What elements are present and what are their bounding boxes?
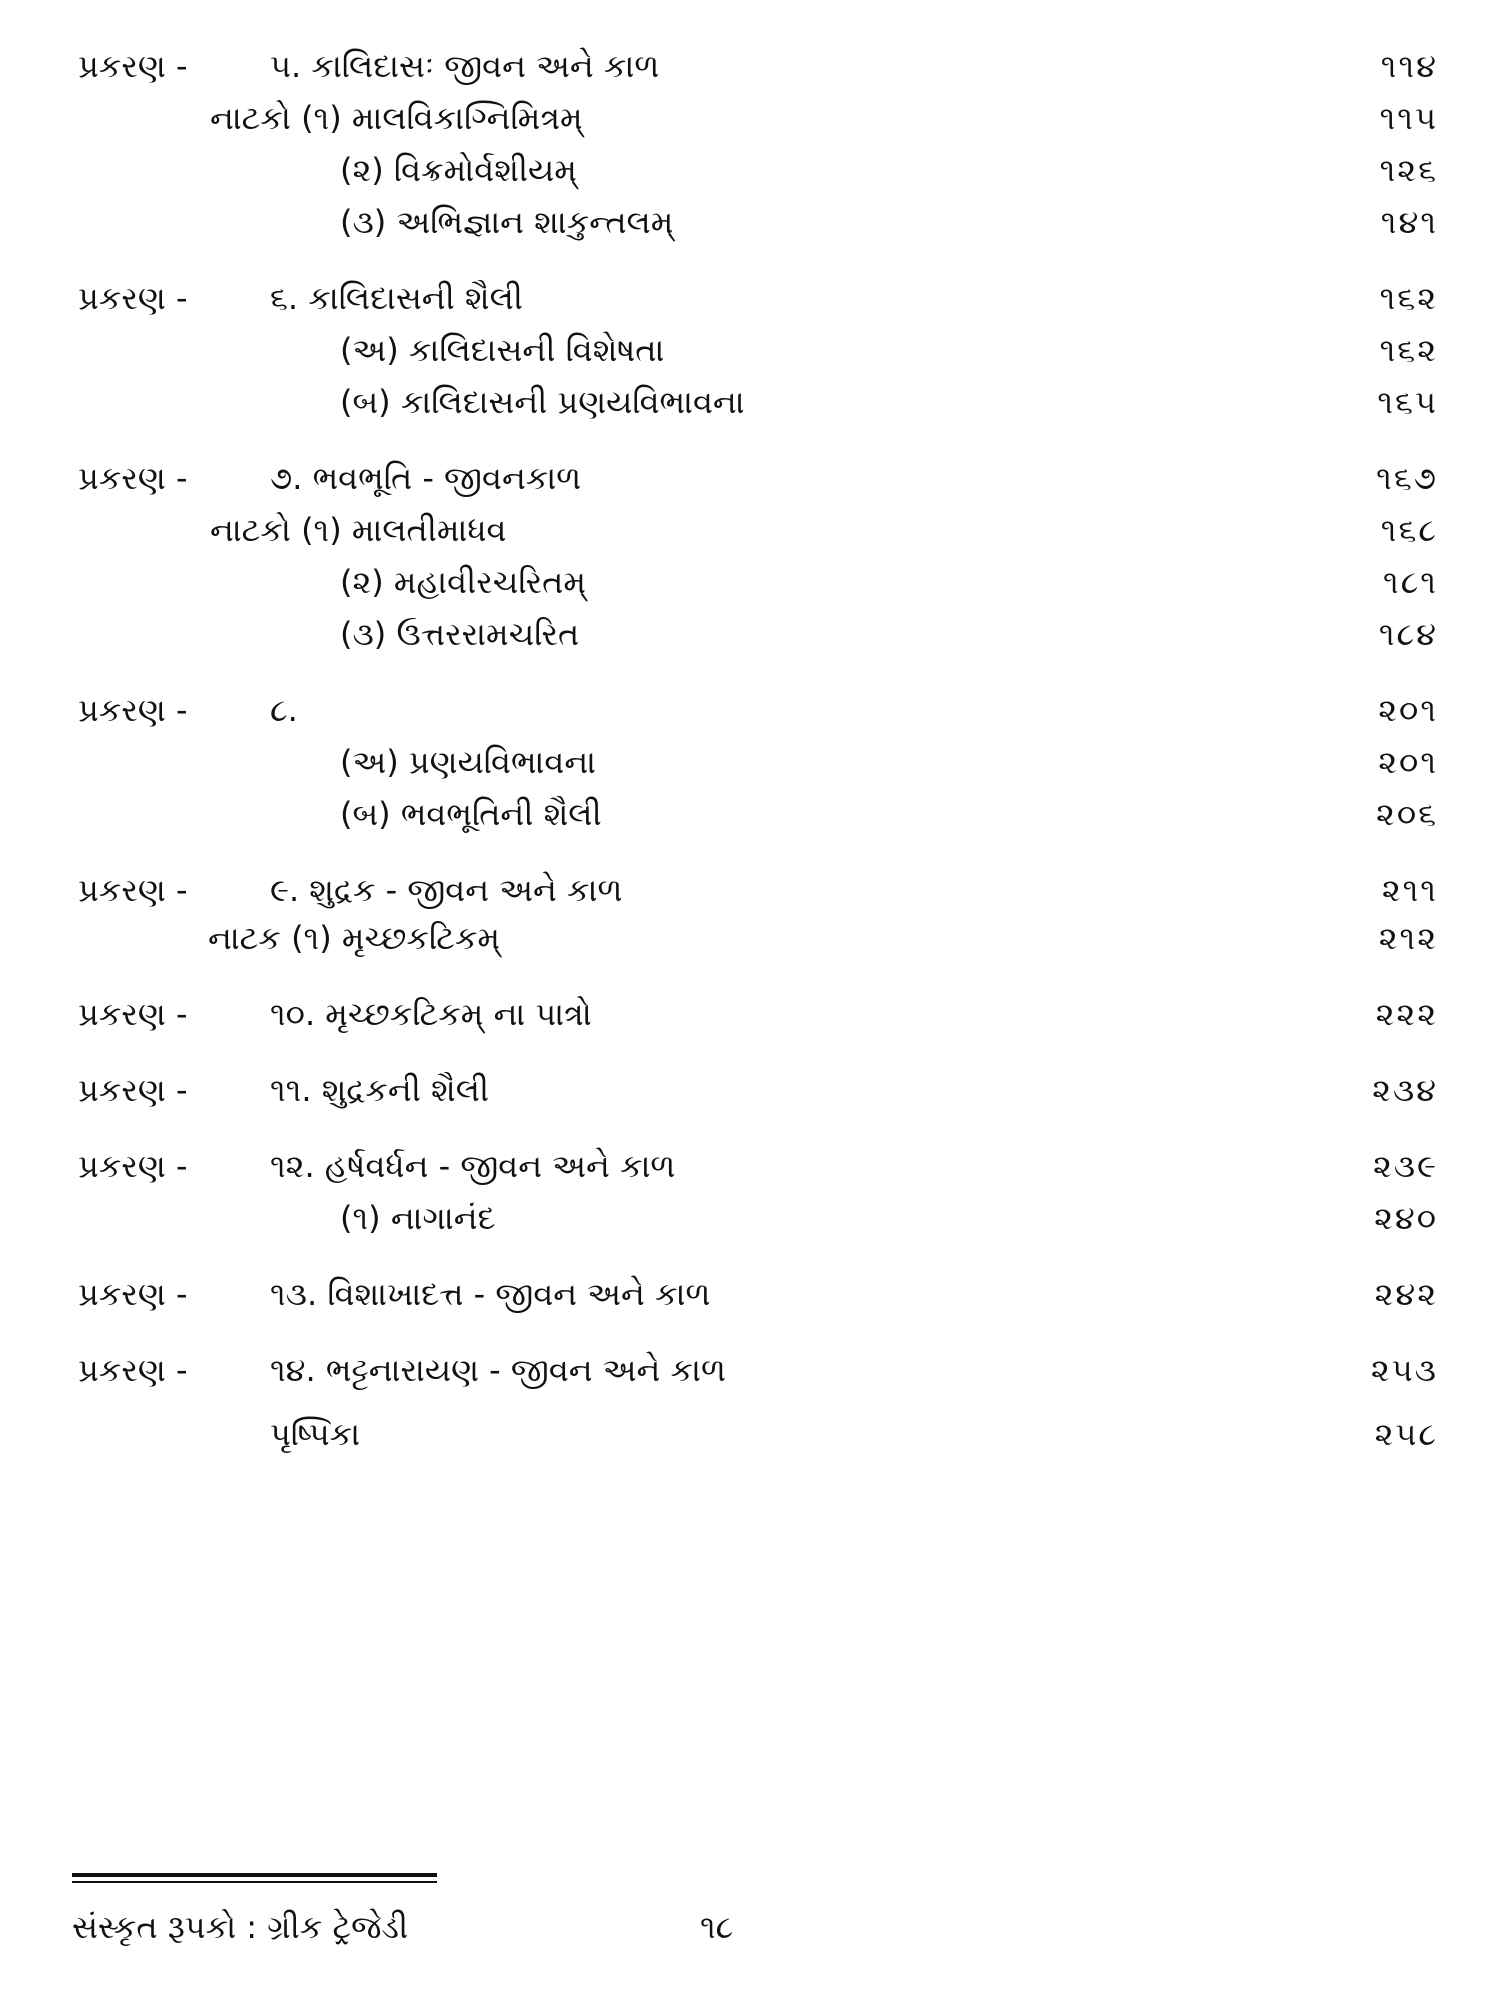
chapter-title: ૮.: [270, 691, 298, 729]
page-number: ૨૦૧: [1378, 691, 1438, 729]
subsection-title: (૨) વિક્રમોર્વશીયમ્: [340, 151, 577, 189]
page-number: ૨૩૪: [1372, 1071, 1438, 1109]
chapter-prefix: પ્રકરણ -: [78, 871, 188, 909]
toc-entry: [0, 272, 1500, 324]
page-number: ૧૮૪: [1378, 615, 1438, 653]
chapter-title: ૫. કાલિદાસઃ જીવન અને કાળ: [270, 47, 660, 85]
page-number: ૨૩૯: [1372, 1147, 1438, 1185]
toc-entry: [0, 1140, 1500, 1192]
chapter-prefix: પ્રકરણ -: [78, 691, 188, 729]
chapter-title: ૧૧. શુદ્રકની શૈલી: [270, 1071, 490, 1109]
subsection-title: નાટકો (૧) માલવિકાગ્નિમિત્રમ્: [210, 99, 583, 137]
chapter-prefix: પ્રકરણ -: [78, 1147, 188, 1185]
page-number: ૨૧૨: [1378, 919, 1438, 957]
page-number: ૨૦૧: [1378, 743, 1438, 781]
footer-divider-thin: [72, 1881, 437, 1883]
page-number: ૧૬૨: [1379, 279, 1438, 317]
chapter-prefix: પ્રકરણ -: [78, 459, 188, 497]
page-number: ૨૨૨: [1375, 995, 1438, 1033]
chapter-title: ૧૨. હર્ષવર્ધન - જીવન અને કાળ: [270, 1147, 676, 1185]
footer-divider: [72, 1873, 437, 1877]
page-number: ૧૧૪: [1380, 47, 1438, 85]
page-number: ૧૬૫: [1377, 383, 1438, 421]
page-number: ૨૫૮: [1374, 1415, 1438, 1453]
page-number: ૧૨૬: [1379, 151, 1438, 189]
page-number: ૧૧૫: [1379, 99, 1438, 137]
toc-entry: [0, 376, 1500, 428]
chapter-prefix: પ્રકરણ -: [78, 1351, 188, 1389]
page-number: ૧૬૨: [1379, 331, 1438, 369]
page-number: ૧૬૭: [1376, 459, 1438, 497]
toc-entry: [0, 1344, 1500, 1396]
toc-entry: [0, 788, 1500, 840]
subsection-title: (અ) કાલિદાસની વિશેષતા: [340, 331, 665, 369]
subsection-title: નાટકો (૧) માલતીમાધવ: [210, 511, 507, 549]
subsection-title: (બ) ભવભૂતિની શૈલી: [340, 795, 602, 833]
toc-entry: [0, 736, 1500, 788]
chapter-prefix: પ્રકરણ -: [78, 1071, 188, 1109]
subsection-title: (૩) અભિજ્ઞાન શાકુન્તલમ્: [340, 203, 674, 241]
toc-entry: [0, 1268, 1500, 1320]
subsection-title: (૩) ઉત્તરરામચરિત: [340, 615, 580, 653]
subsection-title: (૨) મહાવીરચરિતમ્: [340, 563, 586, 601]
page-number: ૨૪૨: [1374, 1275, 1438, 1313]
toc-entry: [0, 504, 1500, 556]
page-number: ૨૦૬: [1376, 795, 1438, 833]
toc-entry: [0, 988, 1500, 1040]
chapter-title: ૯. શુદ્રક - જીવન અને કાળ: [270, 871, 623, 909]
subsection-title: (અ) પ્રણયવિભાવના: [340, 743, 597, 781]
page-number: ૨૫૩: [1370, 1351, 1438, 1389]
afterword-title: પૃષ્પિકા: [270, 1415, 361, 1453]
chapter-title: ૧૩. વિશાખાદત્ત - જીવન અને કાળ: [270, 1275, 711, 1313]
toc-entry: [0, 324, 1500, 376]
toc-entry: [0, 1192, 1500, 1244]
toc-entry: [0, 1408, 1500, 1460]
subsection-title: (બ) કાલિદાસની પ્રણયવિભાવના: [340, 383, 745, 421]
toc-entry: [0, 40, 1500, 92]
chapter-title: ૧૦. મૃચ્છકટિકમ્ ના પાત્રો: [270, 995, 592, 1033]
page-number: ૨૧૧: [1381, 871, 1438, 909]
chapter-prefix: પ્રકરણ -: [78, 1275, 188, 1313]
toc-entry: [0, 452, 1500, 504]
chapter-title: ૬. કાલિદાસની શૈલી: [270, 279, 523, 317]
toc-entry: [0, 92, 1500, 144]
toc-entry: [0, 144, 1500, 196]
chapter-prefix: પ્રકરણ -: [78, 279, 188, 317]
toc-entry: [0, 684, 1500, 736]
page-number: ૨૪૦: [1374, 1199, 1438, 1237]
page-number: ૧૮૧: [1383, 563, 1438, 601]
chapter-title: ૧૪. ભટ્ટનારાયણ - જીવન અને કાળ: [270, 1351, 726, 1389]
toc-entry: [0, 1064, 1500, 1116]
toc-entry: [0, 912, 1500, 964]
toc-entry: [0, 196, 1500, 248]
chapter-title: ૭. ભવભૂતિ - જીવનકાળ: [270, 459, 582, 497]
chapter-prefix: પ્રકરણ -: [78, 47, 188, 85]
page-number: ૧૬૮: [1380, 511, 1438, 549]
subsection-title: નાટક (૧) મૃચ્છકટિકમ્: [208, 919, 501, 957]
chapter-prefix: પ્રકરણ -: [78, 995, 188, 1033]
toc-entry: [0, 556, 1500, 608]
toc-entry: [0, 608, 1500, 660]
folio-page-number: ૧૮: [700, 1908, 734, 1946]
running-footer-title: સંસ્કૃત રૂપકો : ગ્રીક ટ્રેજેડી: [72, 1908, 409, 1946]
page-number: ૧૪૧: [1380, 203, 1438, 241]
subsection-title: (૧) નાગાનંદ: [340, 1199, 496, 1237]
toc-entry: [0, 864, 1500, 916]
